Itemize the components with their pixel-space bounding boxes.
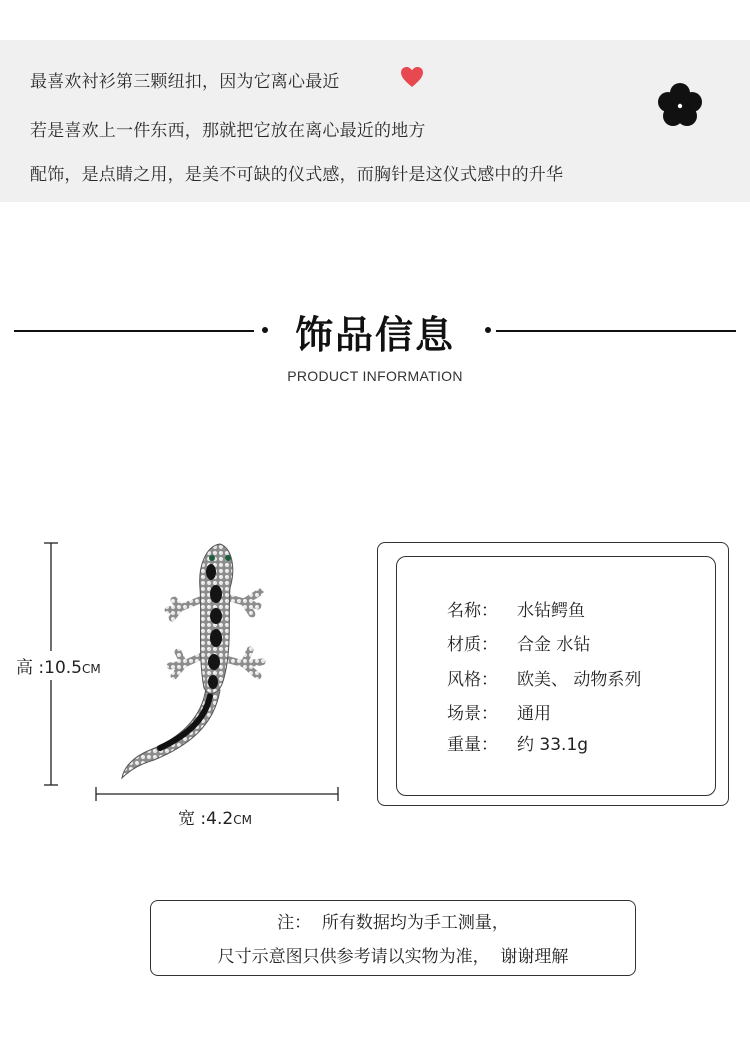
spec-value: 约 33.1g: [517, 735, 589, 755]
intro-line-2: 若是喜欢上一件东西，那就把它放在离心最近的地方: [30, 121, 426, 141]
spec-key: 重量：: [447, 735, 498, 755]
width-value: 4.2: [206, 809, 234, 829]
spec-key: 场景：: [447, 704, 498, 724]
title-right-dot: [485, 327, 491, 333]
spec-row-name: [447, 596, 585, 621]
spec-row-weight: [447, 730, 588, 755]
spec-row-scene: [447, 699, 551, 724]
width-unit: CM: [233, 813, 252, 827]
flower-icon: [656, 82, 704, 128]
title-right-line: [496, 330, 736, 332]
width-label: [178, 804, 252, 829]
spec-row-material: [447, 630, 590, 655]
spec-value: 合金 水钻: [517, 635, 591, 655]
spec-value: 通用: [517, 704, 551, 724]
height-unit: CM: [82, 662, 101, 676]
spec-key: 名称：: [447, 601, 498, 621]
intro-line-1: 最喜欢衬衫第三颗纽扣，因为它离心最近: [30, 72, 340, 92]
spec-row-style: [447, 665, 641, 690]
height-label: [16, 651, 101, 680]
spec-key: 风格：: [447, 670, 498, 690]
height-value: 10.5: [44, 658, 82, 678]
section-subtitle: PRODUCT INFORMATION: [287, 368, 463, 384]
section-title: 饰品信息: [294, 313, 455, 357]
spec-value: 欧美、 动物系列: [517, 670, 642, 690]
height-prefix: 高 :: [16, 658, 45, 678]
heart-icon: [400, 66, 424, 88]
note-line-1: 注： 所有数据均为手工测量，: [277, 913, 509, 933]
note-line-2: 尺寸示意图只供参考请以实物为准， 谢谢理解: [217, 947, 569, 967]
crocodile-brooch-image: [110, 538, 290, 788]
spec-key: 材质：: [447, 635, 498, 655]
intro-line-3: 配饰，是点睛之用，是美不可缺的仪式感，而胸针是这仪式感中的升华: [30, 165, 564, 185]
width-prefix: 宽 :: [178, 809, 207, 829]
spec-value: 水钻鳄鱼: [517, 601, 585, 621]
